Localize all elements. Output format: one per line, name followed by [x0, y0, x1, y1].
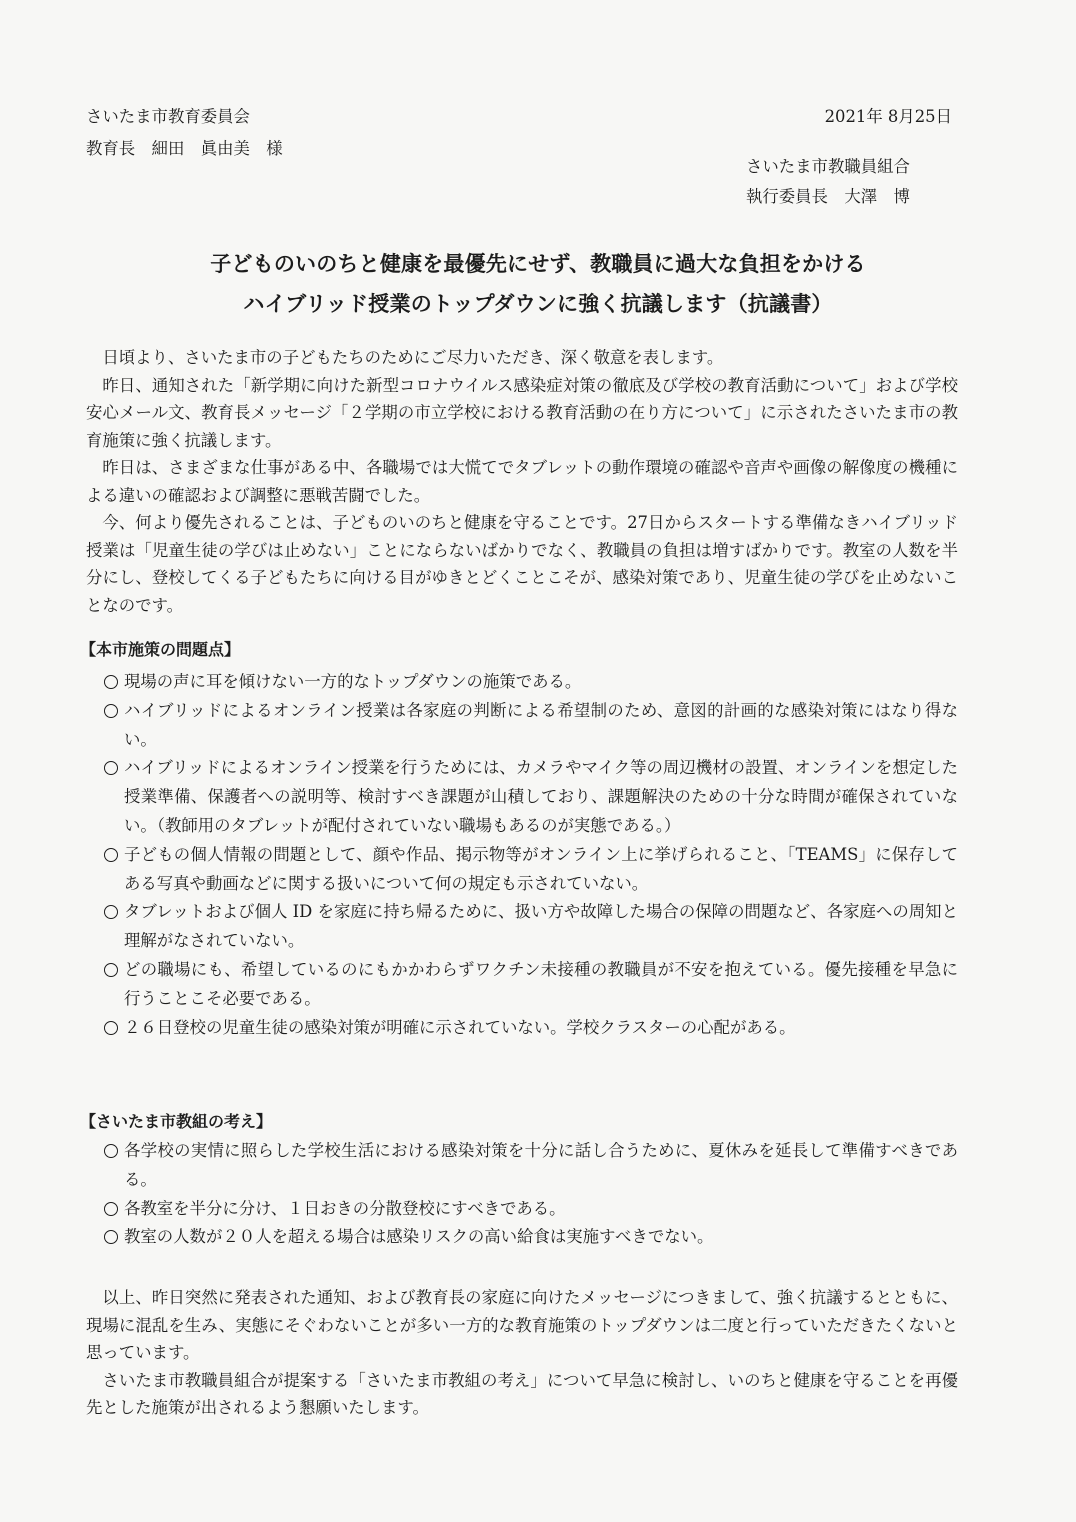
circle-bullet-icon — [104, 704, 118, 718]
addressee-name: 教育長 細田 眞由美 様 — [86, 139, 283, 158]
circle-bullet-icon — [104, 1021, 118, 1035]
list-item — [104, 841, 958, 899]
closing-section — [86, 1284, 958, 1422]
list-item — [104, 1195, 958, 1224]
closing-paragraph: 以上、昨日突然に発表された通知、および教育長の家庭に向けたメッセージにつきまして、強く抗議するとともに、現場に混乱を生み、実態にそぐわないことが多い一方的な教育施策のトップダウンは二度と行っていただきたくないと思っています。 — [86, 1288, 958, 1362]
sender-name: 執行委員長 大澤 博 — [746, 187, 910, 206]
intro-paragraph: 日頃より、さいたま市の子どもたちのためにご尽力いただき、深く敬意を表します。 — [102, 348, 724, 367]
sender-block — [746, 152, 1006, 212]
title-line-1: 子どものいのちと健康を最優先にせず、教職員に過大な負担をかける — [210, 252, 866, 276]
list-item-text: 教室の人数が２０人を超える場合は感染リスクの高い給食は実施すべきでない。 — [124, 1227, 714, 1247]
views-heading: 【さいたま市教組の考え】 — [80, 1112, 273, 1131]
list-item-text: ハイブリッドによるオンライン授業は各家庭の判断による希望制のため、意図的計画的な感染対策にはなり得ない。 — [124, 700, 958, 749]
list-item — [104, 1223, 958, 1252]
circle-bullet-icon — [104, 848, 118, 862]
list-item-text: ２６日登校の児童生徒の感染対策が明確に示されていない。学校クラスターの心配がある。 — [124, 1017, 796, 1037]
list-item-text: ハイブリッドによるオンライン授業を行うためには、カメラやマイク等の周辺機材の設置、オンラインを想定した授業準備、保護者への説明等、検討すべき課題が山積しており、課題解決のための十分な時間が確保されていない。（教師用のタブレットが配付されていない職場もあるのが実態である。） — [124, 758, 958, 835]
list-item — [104, 697, 958, 755]
list-item-text: 現場の声に耳を傾けない一方的なトップダウンの施策である。 — [124, 672, 582, 691]
circle-bullet-icon — [104, 1230, 118, 1244]
list-item — [104, 898, 958, 956]
list-item — [104, 1014, 958, 1043]
intro-paragraph: 今、何より優先されることは、子どものいのちと健康を守ることです。27日からスタートする準備なきハイブリッド授業は「児童生徒の学びは止めない」ことにならないばかりでなく、教職員の負担は増すばかりです。教室の人数を半分にし、登校してくる子どもたちに向ける目がゆきとどくことこそが、感染対策であり、児童生徒の学びを止めないことなのです。 — [86, 513, 958, 615]
intro-section — [86, 344, 958, 619]
list-item-text: どの職場にも、希望しているのにもかかわらずワクチン未接種の教職員が不安を抱えている。優先接種を早急に行うことこそ必要である。 — [124, 959, 958, 1008]
list-item — [104, 1137, 958, 1195]
intro-paragraph: 昨日、通知された「新学期に向けた新型コロナウイルス感染症対策の徹底及び学校の教育活動について」および学校安心メール文、教育長メッセージ「２学期の市立学校における教育活動の在り方について」に示されたさいたま市の教育施策に強く抗議します。 — [86, 375, 958, 450]
circle-bullet-icon — [104, 1202, 118, 1216]
list-item-text: 各学校の実情に照らした学校生活における感染対策を十分に話し合うために、夏休みを延長して準備すべきである。 — [124, 1141, 958, 1189]
closing-paragraph: さいたま市教職員組合が提案する「さいたま市教組の考え」について早急に検討し、いのちと健康を守ることを再優先とした施策が出されるよう懇願いたします。 — [86, 1370, 958, 1417]
title-line-2: ハイブリッド授業のトップダウンに強く抗議します（抗議書） — [243, 292, 833, 316]
letter-title — [60, 244, 1016, 324]
list-item — [104, 754, 958, 840]
issues-list — [104, 668, 958, 1042]
intro-paragraph: 昨日は、さまざまな仕事がある中、各職場では大慌てでタブレットの動作環境の確認や音声や画像の解像度の機種による違いの確認および調整に悪戦苦闘でした。 — [86, 458, 958, 505]
list-item — [104, 956, 958, 1014]
list-item — [104, 668, 958, 697]
circle-bullet-icon — [104, 963, 118, 977]
list-item-text: タブレットおよび個人 ID を家庭に持ち帰るために、扱い方や故障した場合の保障の問題など、各家庭への周知と理解がなされていない。 — [124, 902, 958, 951]
circle-bullet-icon — [104, 1144, 118, 1158]
list-item-text: 子どもの個人情報の問題として、顔や作品、掲示物等がオンライン上に挙げられること、「TEAMS」に保存してある写真や動画などに関する扱いについて何の規定も示されていない。 — [124, 844, 958, 893]
circle-bullet-icon — [104, 761, 118, 775]
addressee-block — [86, 101, 506, 165]
sender-organization: さいたま市教職員組合 — [746, 157, 910, 176]
addressee-organization: さいたま市教育委員会 — [86, 107, 250, 126]
circle-bullet-icon — [104, 675, 118, 689]
circle-bullet-icon — [104, 905, 118, 919]
letter-date: 2021年 8月25日 — [824, 107, 952, 126]
list-item-text: 各教室を半分に分け、１日おきの分散登校にすべきである。 — [124, 1198, 566, 1218]
views-list — [104, 1137, 958, 1252]
issues-heading: 【本市施策の問題点】 — [80, 640, 241, 659]
